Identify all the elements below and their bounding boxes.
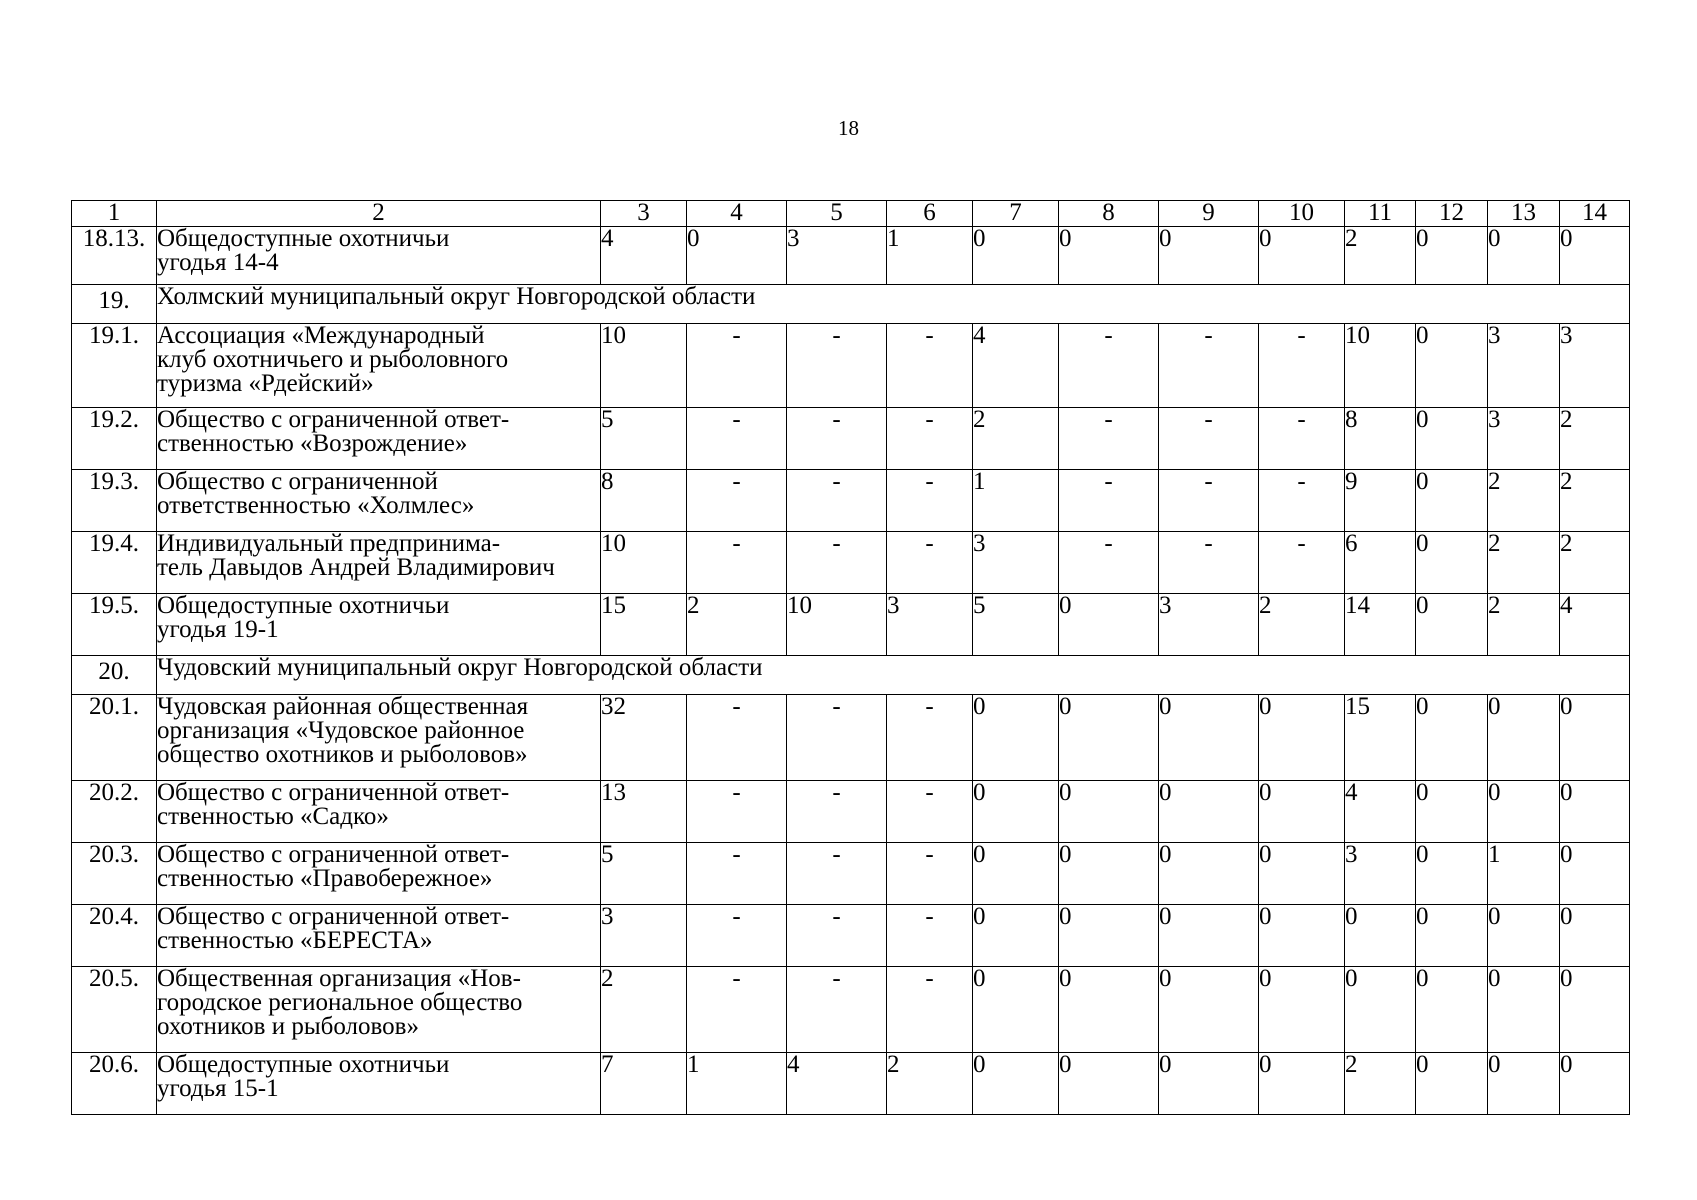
header-cell: 4 [687,201,787,227]
value-cell: 3 [1488,408,1560,470]
value-cell: 0 [1416,695,1488,781]
row-number: 20. [72,656,157,695]
value-cell: 7 [601,1053,687,1115]
header-cell: 14 [1560,201,1630,227]
row-number: 20.1. [72,695,157,781]
value-cell: - [887,695,973,781]
value-cell: 5 [601,408,687,470]
value-cell: 13 [601,781,687,843]
value-cell: 0 [1560,905,1630,967]
value-cell: 0 [687,227,787,285]
row-number: 18.13. [72,227,157,285]
value-cell: 3 [1345,843,1416,905]
value-cell: 9 [1345,470,1416,532]
value-cell: 2 [1259,594,1345,656]
table-row [72,905,1630,967]
value-cell: 4 [1345,781,1416,843]
value-cell: 0 [1259,781,1345,843]
value-cell: 0 [1259,843,1345,905]
organization-name: Общество с ограниченной ответ- ственностью «Садко» [157,781,601,843]
page-number: 18 [838,116,859,140]
value-cell: - [787,695,887,781]
table-row [72,324,1630,408]
organization-name: Ассоциация «Международный клуб охотничьего и рыболовного туризма «Рдейский» [157,324,601,408]
value-cell: - [1259,408,1345,470]
value-cell: 0 [1059,695,1159,781]
value-cell: 0 [973,967,1059,1053]
value-cell: - [787,781,887,843]
table-row [72,967,1630,1053]
section-title: Холмский муниципальный округ Новгородской области [157,285,1630,324]
value-cell: 2 [1488,532,1560,594]
value-cell: - [887,408,973,470]
value-cell: - [687,781,787,843]
value-cell: 0 [1159,905,1259,967]
organization-name: Общество с ограниченной ответ- ственностью «БЕРЕСТА» [157,905,601,967]
organization-name: Общество с ограниченной ответ- ственностью «Возрождение» [157,408,601,470]
value-cell: - [1159,532,1259,594]
value-cell: 10 [787,594,887,656]
organization-name: Общество с ограниченной ответственностью «Холмлес» [157,470,601,532]
value-cell: 1 [973,470,1059,532]
organization-name: Общество с ограниченной ответ- ственностью «Правобережное» [157,843,601,905]
header-cell: 10 [1259,201,1345,227]
value-cell: - [787,532,887,594]
table-row [72,843,1630,905]
table-row [72,594,1630,656]
value-cell: 2 [601,967,687,1053]
value-cell: 0 [1488,1053,1560,1115]
value-cell: 0 [1560,967,1630,1053]
value-cell: 2 [1488,594,1560,656]
organization-name: Общедоступные охотничьи угодья 15-1 [157,1053,601,1115]
value-cell: 0 [1416,843,1488,905]
value-cell: 0 [1259,695,1345,781]
organization-name: Общедоступные охотничьи угодья 19-1 [157,594,601,656]
value-cell: 0 [1259,967,1345,1053]
value-cell: 0 [973,227,1059,285]
section-row [72,285,1630,324]
value-cell: 3 [601,905,687,967]
value-cell: 0 [1059,594,1159,656]
table-row [72,532,1630,594]
value-cell: 0 [1059,967,1159,1053]
value-cell: 0 [1416,781,1488,843]
section-row [72,656,1630,695]
value-cell: 2 [973,408,1059,470]
value-cell: - [1059,470,1159,532]
header-cell: 5 [787,201,887,227]
value-cell: 2 [1345,227,1416,285]
value-cell: 0 [1259,1053,1345,1115]
row-number: 20.6. [72,1053,157,1115]
value-cell: - [787,843,887,905]
value-cell: 0 [1488,905,1560,967]
value-cell: - [1159,470,1259,532]
value-cell: - [787,967,887,1053]
value-cell: 2 [1488,470,1560,532]
value-cell: - [687,695,787,781]
value-cell: 10 [601,324,687,408]
value-cell: - [1259,470,1345,532]
value-cell: - [687,324,787,408]
header-cell: 9 [1159,201,1259,227]
value-cell: 0 [1560,781,1630,843]
value-cell: - [887,843,973,905]
value-cell: 0 [1059,905,1159,967]
value-cell: 5 [973,594,1059,656]
value-cell: 0 [1159,843,1259,905]
value-cell: - [687,967,787,1053]
value-cell: 0 [1560,695,1630,781]
row-number: 19.1. [72,324,157,408]
value-cell: 3 [787,227,887,285]
value-cell: 0 [1488,227,1560,285]
value-cell: 0 [1488,695,1560,781]
value-cell: 2 [1560,532,1630,594]
value-cell: 0 [1059,843,1159,905]
value-cell: 0 [1059,227,1159,285]
value-cell: 15 [601,594,687,656]
value-cell: 0 [1259,905,1345,967]
value-cell: 4 [1560,594,1630,656]
value-cell: 15 [1345,695,1416,781]
row-number: 19.4. [72,532,157,594]
value-cell: 0 [1159,781,1259,843]
value-cell: 3 [887,594,973,656]
value-cell: - [687,843,787,905]
value-cell: 0 [1416,227,1488,285]
value-cell: 2 [1560,408,1630,470]
row-number: 19.5. [72,594,157,656]
value-cell: 10 [601,532,687,594]
value-cell: 4 [601,227,687,285]
value-cell: - [687,470,787,532]
value-cell: - [687,905,787,967]
header-cell: 6 [887,201,973,227]
value-cell: - [887,781,973,843]
value-cell: 2 [687,594,787,656]
value-cell: 8 [1345,408,1416,470]
value-cell: 1 [887,227,973,285]
value-cell: - [787,905,887,967]
value-cell: 0 [973,905,1059,967]
row-number: 20.2. [72,781,157,843]
value-cell: 0 [1159,695,1259,781]
table-row [72,470,1630,532]
value-cell: 10 [1345,324,1416,408]
value-cell: 2 [887,1053,973,1115]
value-cell: - [1259,532,1345,594]
value-cell: 0 [1159,1053,1259,1115]
header-cell: 8 [1059,201,1159,227]
row-number: 20.3. [72,843,157,905]
table-row [72,408,1630,470]
value-cell: 0 [1560,227,1630,285]
value-cell: 4 [973,324,1059,408]
value-cell: 6 [1345,532,1416,594]
value-cell: 0 [1416,967,1488,1053]
value-cell: 32 [601,695,687,781]
table-row [72,1053,1630,1115]
value-cell: - [787,324,887,408]
row-number: 19.2. [72,408,157,470]
value-cell: 0 [1560,843,1630,905]
value-cell: - [787,470,887,532]
row-number: 19. [72,285,157,324]
row-number: 19.3. [72,470,157,532]
organization-name: Общедоступные охотничьи угодья 14-4 [157,227,601,285]
value-cell: 5 [601,843,687,905]
value-cell: 0 [1416,470,1488,532]
value-cell: 0 [1416,532,1488,594]
organization-name: Общественная организация «Нов- городское региональное общество охотников и рыболовов» [157,967,601,1053]
value-cell: 0 [1345,905,1416,967]
value-cell: 0 [1059,781,1159,843]
value-cell: - [1259,324,1345,408]
organization-name: Индивидуальный предпринима- тель Давыдов Андрей Владимирович [157,532,601,594]
value-cell: 0 [1488,967,1560,1053]
row-number: 20.4. [72,905,157,967]
value-cell: - [1059,408,1159,470]
header-cell: 7 [973,201,1059,227]
table-row [72,227,1630,285]
header-cell: 12 [1416,201,1488,227]
value-cell: 0 [1059,1053,1159,1115]
section-title: Чудовский муниципальный округ Новгородской области [157,656,1630,695]
value-cell: 0 [1259,227,1345,285]
value-cell: 0 [1416,905,1488,967]
value-cell: - [787,408,887,470]
value-cell: 0 [1159,967,1259,1053]
header-cell: 2 [157,201,601,227]
value-cell: 0 [973,1053,1059,1115]
value-cell: - [887,967,973,1053]
value-cell: 0 [973,695,1059,781]
value-cell: 3 [1159,594,1259,656]
value-cell: 2 [1560,470,1630,532]
value-cell: - [1159,408,1259,470]
header-cell: 13 [1488,201,1560,227]
value-cell: 0 [1416,324,1488,408]
header-row [72,201,1630,227]
value-cell: - [887,324,973,408]
header-cell: 3 [601,201,687,227]
organization-name: Чудовская районная общественная организация «Чудовское районное общество охотников и рыболовов» [157,695,601,781]
value-cell: 0 [973,843,1059,905]
row-number: 20.5. [72,967,157,1053]
value-cell: - [887,905,973,967]
value-cell: 1 [1488,843,1560,905]
value-cell: 0 [1416,408,1488,470]
value-cell: 8 [601,470,687,532]
value-cell: - [1159,324,1259,408]
header-cell: 11 [1345,201,1416,227]
value-cell: 0 [1488,781,1560,843]
value-cell: 3 [1560,324,1630,408]
value-cell: - [687,532,787,594]
value-cell: 0 [1416,1053,1488,1115]
value-cell: 14 [1345,594,1416,656]
value-cell: - [1059,324,1159,408]
value-cell: 1 [687,1053,787,1115]
value-cell: - [887,532,973,594]
value-cell: 2 [1345,1053,1416,1115]
value-cell: 3 [973,532,1059,594]
table-row [72,695,1630,781]
header-cell: 1 [72,201,157,227]
value-cell: 3 [1488,324,1560,408]
data-table [71,200,1630,1115]
value-cell: - [887,470,973,532]
value-cell: 0 [1345,967,1416,1053]
value-cell: 0 [1416,594,1488,656]
value-cell: 0 [1560,1053,1630,1115]
value-cell: 0 [1159,227,1259,285]
value-cell: 0 [973,781,1059,843]
value-cell: 4 [787,1053,887,1115]
table-row [72,781,1630,843]
value-cell: - [1059,532,1159,594]
value-cell: - [687,408,787,470]
